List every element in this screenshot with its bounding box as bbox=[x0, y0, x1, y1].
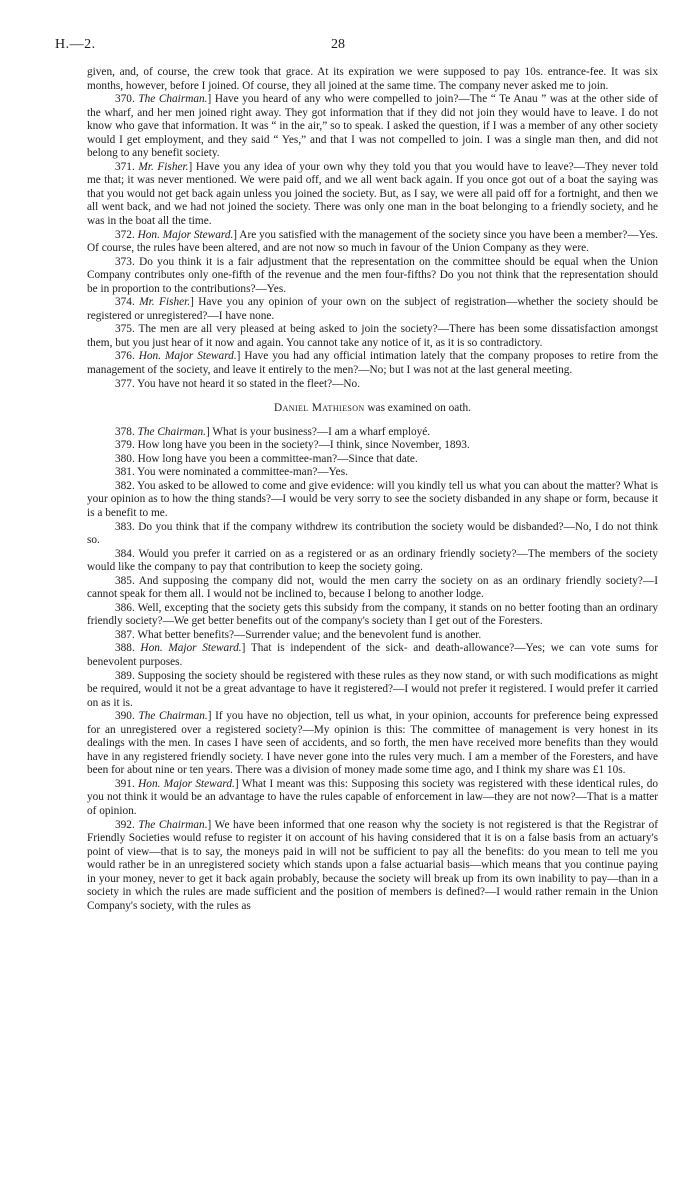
paragraph: 378. The Chairman.] What is your business?—I am a wharf employé. bbox=[115, 425, 431, 438]
paragraph: 387. What better benefits?—Surrender value; and the benevolent fund is another. bbox=[115, 628, 482, 641]
document-reference: H.—2. bbox=[55, 37, 96, 52]
paragraph: 385. And supposing the company did not, would the men carry the society on as an ordinary friendly society?—I cannot speak for them all. I would not be inclined to, because I belong to another lodge. bbox=[87, 574, 658, 601]
paragraph: 380. How long have you been a committee-man?—Since that date. bbox=[115, 452, 418, 465]
paragraph: given, and, of course, the crew took that grace. At its expiration we were supposed to pay 10s. entrance-fee. It was six months, however, before I joined. Of course, they all joined at the same time. The company never asked me to join. bbox=[87, 66, 658, 92]
paragraphs-before-witness bbox=[87, 66, 658, 391]
paragraph: 375. The men are all very pleased at being asked to join the society?—There has been some dissatisfaction amongst them, but you just hear of it now and again. You cannot take any notice of it, as it is so contradictory. bbox=[87, 323, 658, 349]
page-number: 28 bbox=[331, 37, 345, 52]
paragraph: 370. The Chairman.] Have you heard of any who were compelled to join?—The “ Te Anau ” was at the other side of the wharf, and her men joined right away. They got information that if they did not join they would have to leave. I do not know who gave that information. It was “ in the air,” so to speak. I asked the question, if I was a member of any other society would I get employment, and they said “ Yes,” and that I was not compelled to join. I was a single man then, and did not belong to any benefit society. bbox=[87, 93, 659, 160]
page-header bbox=[55, 37, 658, 58]
document-body bbox=[87, 66, 658, 913]
paragraph: 371. Mr. Fisher.] Have you any idea of your own why they told you that you would have to leave?—They never told me that; it was never mentioned. We were paid off, and we all went back again. If you once got out of a boat the saying was that you would not get back again unless you joined the society. But, as I say, we were all paid off for a fortnight, and then we all went back, and we had not joined the society. There was only one man in the boat belonging to a friendly society, and he was in the boat all the time. bbox=[87, 160, 659, 228]
witness-suffix: was examined on oath. bbox=[364, 402, 471, 415]
paragraph: 392. The Chairman.] We have been informed that one reason why the society is not registered is that the Registrar of Friendly Societies would refuse to register it on account of his having considered that it is on a false basis from an actuary's point of view—that is to say, the moneys paid in will not be sufficient to pay all the benefits: do you mean to tell me you would rather be in an unregistered society which stands upon a false actuarial basis—which means that you continue paying in your money, never to get it back again probably, because the society will break up from its own inability to pay—than in a society in which the rules are made sufficient and the position of members is defined?—I would rather remain in the Union Company's society, with the rules as bbox=[87, 818, 659, 912]
paragraph: 390. The Chairman.] If you have no objection, tell us what, in your opinion, accounts for preference being expressed for an unregistered over a registered society?—My opinion is this: The committee of management is very honest in its dealings with the men. In cases I have seen of accidents, and so forth, the men have received more benefits than they would have in any registered friendly society. I have never gone into the rules very much. I am a member of the Foresters, and have been for about nine or ten years. There was a division of money made some time ago, and I think my share was £1 10s. bbox=[87, 710, 658, 777]
paragraph: 373. Do you think it is a fair adjustment that the representation on the committee should be equal when the Union Company contributes only one-fifth of the revenue and the men four-fifths? Do you not think that the representation should be in proportion to the contributions?—Yes. bbox=[87, 255, 658, 295]
paragraph: 391. Hon. Major Steward.] What I meant was this: Supposing this society was registered with these identical rules, do you not think it would be an advantage to have the rules capable of enforcement in law—they are not now?—That is a matter of opinion. bbox=[87, 777, 659, 817]
paragraph: 384. Would you prefer it carried on as a registered or as an ordinary friendly society?—The members of the society would like the company to pay that contribution to keep the society going. bbox=[87, 547, 658, 574]
paragraph: 372. Hon. Major Steward.] Are you satisfied with the management of the society since you have been a member?—Yes. Of course, the rules have been altered, and are not now so much in favour of the Union Company as they were. bbox=[87, 228, 658, 255]
paragraph: 376. Hon. Major Steward.] Have you had any official intimation lately that the company proposes to retire from the management of the society, and leave it entirely to the men?—No; but I was not at the last general meeting. bbox=[87, 350, 659, 377]
paragraph: 382. You asked to be allowed to come and give evidence: will you kindly tell us what you can about the matter? What is your opinion as to how the thing stands?—I would be very sorry to see the society disbanded in any shape or form, because it is a benefit to me. bbox=[87, 479, 658, 519]
witness-heading bbox=[87, 402, 658, 416]
paragraph: 374. Mr. Fisher.] Have you any opinion of your own on the subject of registration—whether the society should be registered or unregistered?—I have none. bbox=[87, 296, 658, 322]
paragraph: 383. Do you think that if the company withdrew its contribution the society would be disbanded?—No, I do not think so. bbox=[87, 520, 658, 547]
paragraph: 386. Well, excepting that the society gets this subsidy from the company, it stands on no better footing than an ordinary friendly society?—We get better benefits out of the company's society than I get out of the Foresters. bbox=[87, 601, 658, 628]
paragraph: 379. How long have you been in the society?—I think, since November, 1893. bbox=[115, 439, 470, 452]
paragraph: 389. Supposing the society should be registered with these rules as they now stand, or with such modifications as might be required, would it not be a great advantage to have it registered?—I would not prefer it registered. I would prefer it carried on as it is. bbox=[87, 669, 658, 709]
paragraphs-after-witness bbox=[87, 426, 658, 914]
paragraph: 388. Hon. Major Steward.] That is independent of the sick- and death-allowance?—Yes; we can vote sums for benevolent purposes. bbox=[87, 642, 658, 668]
paragraph: 377. You have not heard it so stated in the fleet?—No. bbox=[115, 377, 361, 390]
witness-name: Daniel Mathieson bbox=[274, 402, 365, 415]
paragraph: 381. You were nominated a committee-man?—Yes. bbox=[115, 466, 348, 479]
